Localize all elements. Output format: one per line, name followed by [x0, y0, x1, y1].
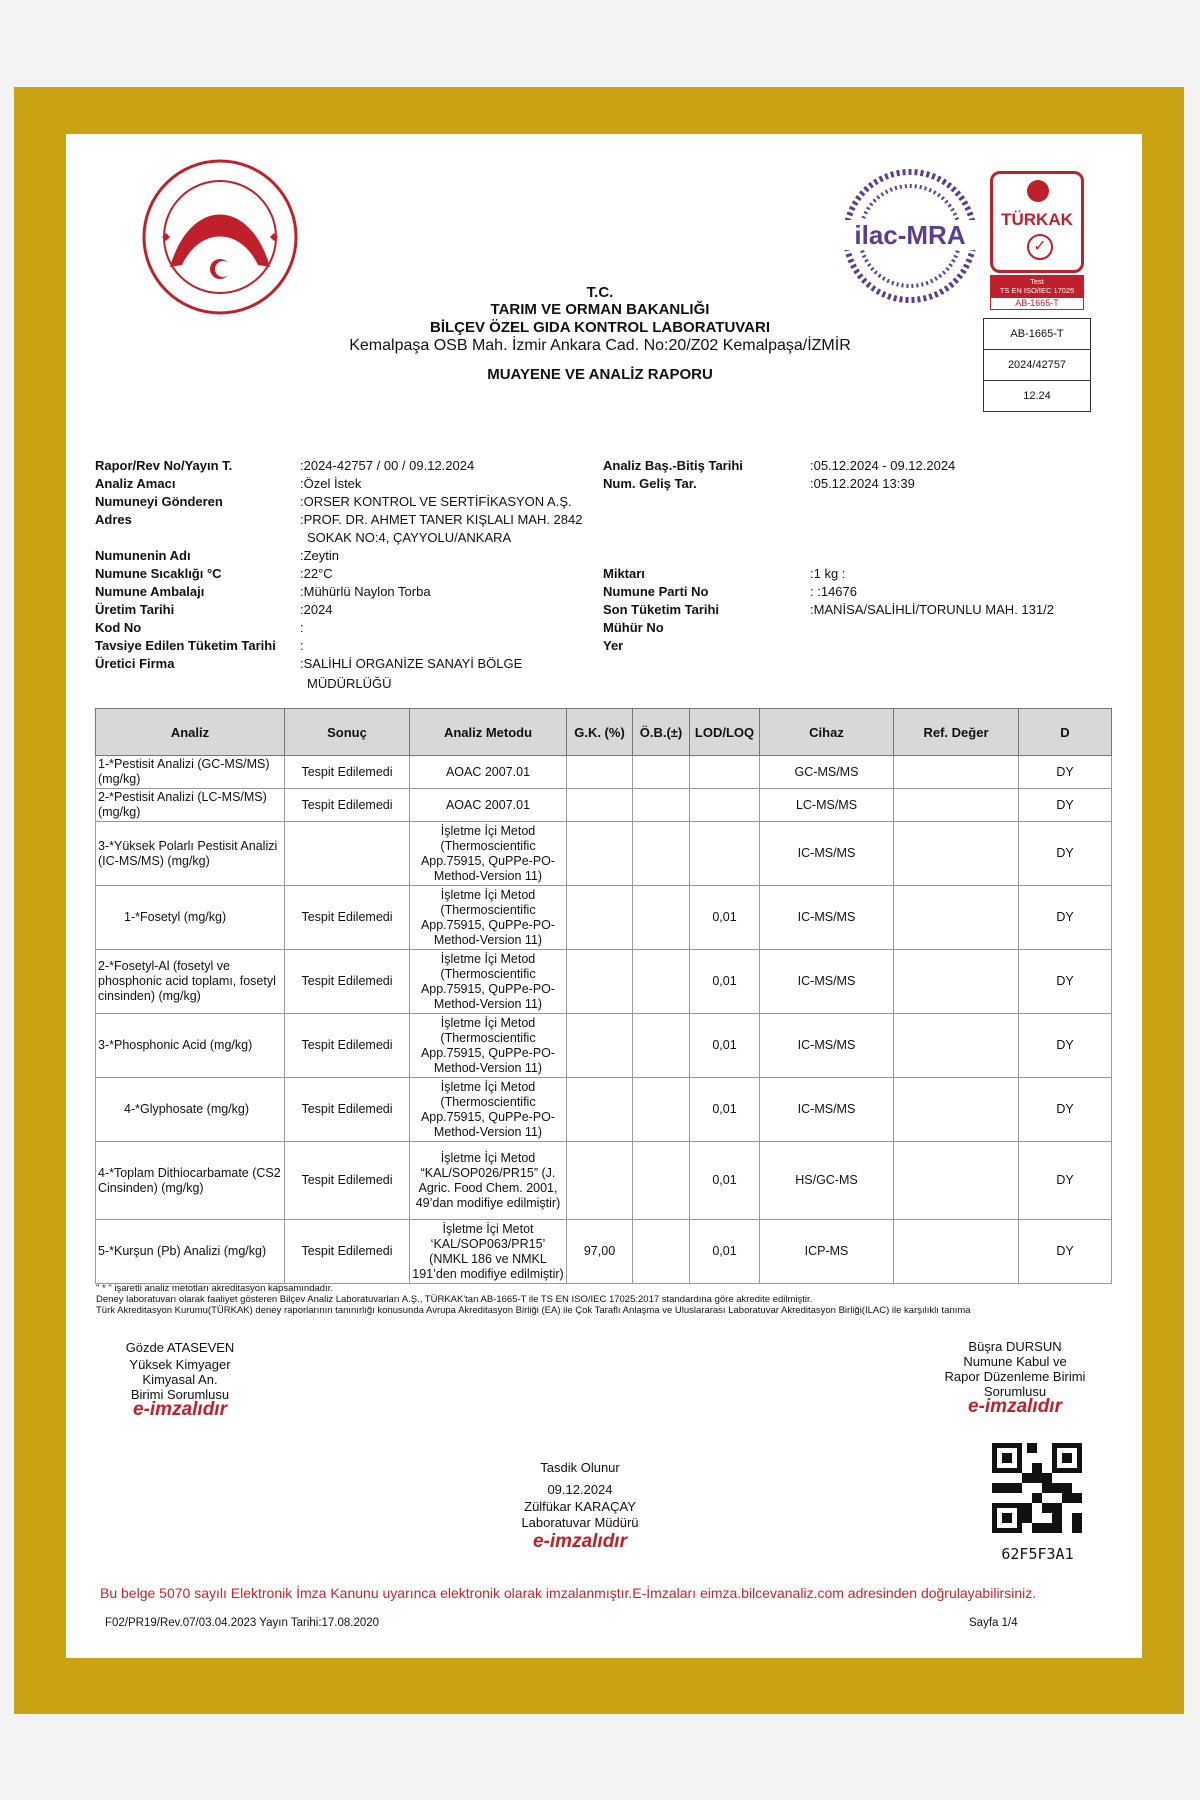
- turkak-logo: [990, 171, 1084, 309]
- cell-ob: [633, 822, 690, 886]
- cell-sonuc: Tespit Edilemedi: [285, 756, 410, 789]
- cell-metod: AOAC 2007.01: [410, 756, 567, 789]
- cell-lod: [690, 822, 760, 886]
- signer-name: Büşra DURSUN: [968, 1339, 1062, 1354]
- info-label: Tavsiye Edilen Tüketim Tarihi: [95, 638, 276, 653]
- cell-ob: [633, 950, 690, 1014]
- cell-ref: [894, 756, 1019, 789]
- report-title: MUAYENE VE ANALİZ RAPORU: [487, 366, 713, 383]
- signer-title: Numune Kabul ve: [963, 1354, 1067, 1369]
- cell-metod: İşletme İçi Metod (Thermoscientific App.75915, QuPPe-PO-Method-Version 11): [410, 1014, 567, 1078]
- cell-sonuc: Tespit Edilemedi: [285, 789, 410, 822]
- cell-gk: [567, 822, 633, 886]
- info-value: :Özel İstek: [300, 476, 362, 491]
- column-header: Analiz Metodu: [410, 709, 567, 756]
- cell-gk: 97,00: [567, 1220, 633, 1284]
- cell-gk: [567, 886, 633, 950]
- info-label: Üretim Tarihi: [95, 602, 175, 617]
- info-value: :PROF. DR. AHMET TANER KIŞLALI MAH. 2842: [300, 512, 583, 527]
- header-ministry: TARIM VE ORMAN BAKANLIĞI: [490, 301, 710, 318]
- table-row: [96, 1014, 1112, 1078]
- approval-date: 09.12.2024: [547, 1482, 613, 1497]
- signer-title: Birimi Sorumlusu: [130, 1387, 230, 1402]
- cell-lod: 0,01: [690, 1220, 760, 1284]
- turkak-label: TÜRKAK: [1001, 210, 1073, 229]
- cell-cihaz: GC-MS/MS: [760, 756, 894, 789]
- cell-ob: [633, 1142, 690, 1220]
- cell-metod: AOAC 2007.01: [410, 789, 567, 822]
- column-header: Ö.B.(±): [633, 709, 690, 756]
- cell-lod: 0,01: [690, 950, 760, 1014]
- info-value: :1 kg :: [810, 566, 846, 581]
- cell-metod: İşletme İçi Metod (Thermoscientific App.75915, QuPPe-PO-Method-Version 11): [410, 950, 567, 1014]
- info-value-cont: MÜDÜRLÜĞÜ: [307, 676, 392, 691]
- cell-d: DY: [1019, 1142, 1112, 1220]
- signer-title: Yüksek Kimyager: [129, 1357, 231, 1372]
- cell-cihaz: IC-MS/MS: [760, 886, 894, 950]
- info-label: Üretici Firma: [95, 656, 175, 671]
- info-label: Analiz Amacı: [95, 476, 176, 491]
- info-value: :MANİSA/SALİHLİ/TORUNLU MAH. 131/2: [810, 602, 1054, 617]
- cell-ob: [633, 1220, 690, 1284]
- cell-analiz: 1-*Fosetyl (mg/kg): [96, 886, 285, 950]
- id-accreditation: AB-1665-T: [984, 319, 1090, 350]
- table-row: [96, 950, 1112, 1014]
- info-label: Miktarı: [603, 566, 645, 581]
- info-label: Numune Ambalajı: [95, 584, 205, 599]
- cell-metod: İşletme İçi Metot ‘KAL/SOP063/PR15’ (NMKL 186 ve NMKL 191’den modifiye edilmiştir): [410, 1220, 567, 1284]
- cell-cihaz: IC-MS/MS: [760, 950, 894, 1014]
- info-value: :05.12.2024 - 09.12.2024: [810, 458, 956, 473]
- table-row: [96, 1078, 1112, 1142]
- cell-lod: 0,01: [690, 1014, 760, 1078]
- cell-metod: İşletme İçi Metod (Thermoscientific App.75915, QuPPe-PO-Method-Version 11): [410, 822, 567, 886]
- info-label: Mühür No: [603, 620, 664, 635]
- cell-ob: [633, 886, 690, 950]
- cell-d: DY: [1019, 886, 1112, 950]
- column-header: D: [1019, 709, 1112, 756]
- cell-ref: [894, 1142, 1019, 1220]
- info-label: Son Tüketim Tarihi: [603, 602, 720, 617]
- info-label: Numune Sıcaklığı °C: [95, 566, 222, 581]
- cell-sonuc: Tespit Edilemedi: [285, 1078, 410, 1142]
- cell-ob: [633, 1078, 690, 1142]
- info-value: : :14676: [810, 584, 857, 599]
- cell-d: DY: [1019, 950, 1112, 1014]
- cell-ob: [633, 756, 690, 789]
- e-signature-stamp: e-imzalıdır: [133, 1399, 227, 1420]
- cell-analiz: 4-*Toplam Dithiocarbamate (CS2 Cinsinden) (mg/kg): [96, 1142, 285, 1220]
- info-value: :Mühürlü Naylon Torba: [300, 584, 431, 599]
- cell-gk: [567, 950, 633, 1014]
- ministry-seal-logo: [140, 157, 300, 317]
- header-address: Kemalpaşa OSB Mah. İzmir Ankara Cad. No:20/Z02 Kemalpaşa/İZMİR: [349, 337, 851, 354]
- report-id-box: [983, 318, 1091, 412]
- column-header: Ref. Değer: [894, 709, 1019, 756]
- table-row: [96, 886, 1112, 950]
- note-line: Türk Akreditasyon Kurumu(TÜRKAK) deney raporlarının tanınırlığı konusunda Avrupa Akreditasyon Birliği (EA) ile Çok Taraflı Anlaşma ve Uluslararası Laboratuvar Akreditasyon Birliği(ILAC) ile karşılıklı tanıma: [96, 1305, 971, 1316]
- cell-metod: İşletme İçi Metod (Thermoscientific App.75915, QuPPe-PO-Method-Version 11): [410, 1078, 567, 1142]
- form-code: F02/PR19/Rev.07/03.04.2023 Yayın Tarihi:17.08.2020: [105, 1617, 380, 1629]
- info-value: :22°C: [300, 566, 333, 581]
- table-row: [96, 789, 1112, 822]
- cell-d: DY: [1019, 756, 1112, 789]
- id-month: 12.24: [1023, 390, 1051, 402]
- cell-d: DY: [1019, 1078, 1112, 1142]
- cell-ref: [894, 1078, 1019, 1142]
- cell-ref: [894, 1014, 1019, 1078]
- cell-lod: [690, 756, 760, 789]
- info-value: :: [300, 620, 304, 635]
- cell-sonuc: Tespit Edilemedi: [285, 1014, 410, 1078]
- cell-sonuc: Tespit Edilemedi: [285, 1220, 410, 1284]
- ilac-label: ilac-MRA: [854, 220, 966, 250]
- cell-analiz: 4-*Glyphosate (mg/kg): [96, 1078, 285, 1142]
- info-label: Yer: [603, 638, 624, 653]
- table-header-row: [96, 709, 1112, 756]
- cell-d: DY: [1019, 822, 1112, 886]
- signer-title: Sorumlusu: [983, 1384, 1047, 1399]
- cell-sonuc: Tespit Edilemedi: [285, 886, 410, 950]
- cell-cihaz: ICP-MS: [760, 1220, 894, 1284]
- info-value: :ORSER KONTROL VE SERTİFİKASYON A.Ş.: [300, 494, 572, 509]
- info-label: Numune Parti No: [603, 584, 709, 599]
- table-row: [96, 1220, 1112, 1284]
- cell-ref: [894, 1220, 1019, 1284]
- cell-lod: 0,01: [690, 1142, 760, 1220]
- cell-ob: [633, 1014, 690, 1078]
- cell-analiz: 2-*Pestisit Analizi (LC-MS/MS) (mg/kg): [96, 789, 285, 822]
- column-header: Analiz: [96, 709, 285, 756]
- table-row: [96, 756, 1112, 789]
- cell-sonuc: Tespit Edilemedi: [285, 950, 410, 1014]
- cell-ref: [894, 886, 1019, 950]
- page-number: Sayfa 1/4: [969, 1617, 1018, 1629]
- info-value: :Zeytin: [300, 548, 340, 563]
- note-line: " * " işaretli analiz metotları akreditasyon kapsamındadır.: [96, 1283, 333, 1294]
- header-lab-name: BİLÇEV ÖZEL GIDA KONTROL LABORATUVARI: [430, 319, 770, 336]
- results-table: [95, 708, 1112, 1284]
- cell-gk: [567, 756, 633, 789]
- table-row: [96, 1142, 1112, 1220]
- header-tc: T.C.: [586, 284, 614, 301]
- info-label: Kod No: [95, 620, 142, 635]
- signer-name: Zülfükar KARAÇAY: [524, 1499, 636, 1514]
- info-value: :05.12.2024 13:39: [810, 476, 915, 491]
- signer-name: Gözde ATASEVEN: [125, 1340, 235, 1355]
- cell-ref: [894, 822, 1019, 886]
- accreditation-notes: [96, 1283, 1116, 1316]
- info-value: :2024: [300, 602, 333, 617]
- e-signature-stamp: e-imzalıdır: [533, 1531, 627, 1552]
- cell-lod: 0,01: [690, 886, 760, 950]
- qr-code-label: 62F5F3A1: [1001, 1545, 1074, 1563]
- cell-lod: [690, 789, 760, 822]
- signer-title: Kimyasal An.: [142, 1372, 218, 1387]
- cell-sonuc: Tespit Edilemedi: [285, 1142, 410, 1220]
- cell-sonuc: [285, 822, 410, 886]
- info-label: Adres: [95, 512, 132, 527]
- info-label: Analiz Baş.-Bitiş Tarihi: [603, 458, 743, 473]
- cell-gk: [567, 1014, 633, 1078]
- signature-center: [480, 1458, 680, 1554]
- cell-ob: [633, 789, 690, 822]
- turkak-test: Test: [1030, 277, 1044, 286]
- check-icon: ✓: [1027, 234, 1053, 260]
- cell-gk: [567, 1078, 633, 1142]
- turkak-standard: TS EN ISO/IEC 17025: [999, 286, 1075, 295]
- cell-analiz: 3-*Yüksek Polarlı Pestisit Analizi (IC-MS/MS) (mg/kg): [96, 822, 285, 886]
- info-value-cont: SOKAK NO:4, ÇAYYOLU/ANKARA: [307, 530, 512, 545]
- cell-d: DY: [1019, 789, 1112, 822]
- signature-right: [930, 1339, 1100, 1417]
- cell-metod: İşletme İçi Metod (Thermoscientific App.75915, QuPPe-PO-Method-Version 11): [410, 886, 567, 950]
- cell-cihaz: IC-MS/MS: [760, 1078, 894, 1142]
- column-header: Cihaz: [760, 709, 894, 756]
- signer-title: Rapor Düzenleme Birimi: [944, 1369, 1086, 1384]
- info-label: Numuneyi Gönderen: [95, 494, 223, 509]
- info-value: :SALİHLİ ORGANİZE SANAYİ BÖLGE: [300, 656, 523, 671]
- cell-analiz: 3-*Phosphonic Acid (mg/kg): [96, 1014, 285, 1078]
- note-line: Deney laboratuvarı olarak faaliyet gösteren Bilçev Analiz Laboratuvarları A.Ş., TÜRKAK'tan AB-1665-T ile TS EN ISO/IEC 17025:2017 standardına göre akredite edilmiştir.: [96, 1294, 813, 1305]
- approval-text: Tasdik Olunur: [540, 1460, 620, 1475]
- qr-code[interactable]: [992, 1443, 1082, 1533]
- cell-ref: [894, 950, 1019, 1014]
- info-label: Num. Geliş Tar.: [603, 476, 697, 491]
- cell-gk: [567, 789, 633, 822]
- cell-cihaz: IC-MS/MS: [760, 822, 894, 886]
- column-header: G.K. (%): [567, 709, 633, 756]
- column-header: Sonuç: [285, 709, 410, 756]
- cell-ref: [894, 789, 1019, 822]
- cell-cihaz: IC-MS/MS: [760, 1014, 894, 1078]
- turkak-code: AB-1665-T: [990, 297, 1084, 310]
- cell-cihaz: HS/GC-MS: [760, 1142, 894, 1220]
- cell-d: DY: [1019, 1014, 1112, 1078]
- signer-title: Laboratuvar Müdürü: [521, 1515, 639, 1530]
- cell-cihaz: LC-MS/MS: [760, 789, 894, 822]
- e-signature-stamp: e-imzalıdır: [968, 1396, 1062, 1417]
- e-signature-legal-notice: Bu belge 5070 sayılı Elektronik İmza Kanunu uyarınca elektronik olarak imzalanmıştır.E-İmzaları eimza.bilcevanaliz.com adresinden doğrulayabilirsiniz.: [100, 1585, 1037, 1601]
- cell-gk: [567, 1142, 633, 1220]
- signature-left: [100, 1340, 260, 1420]
- cell-analiz: 2-*Fosetyl-Al (fosetyl ve phosphonic acid toplamı, fosetyl cinsinden) (mg/kg): [96, 950, 285, 1014]
- cell-lod: 0,01: [690, 1078, 760, 1142]
- table-row: [96, 822, 1112, 886]
- cell-d: DY: [1019, 1220, 1112, 1284]
- cell-analiz: 5-*Kurşun (Pb) Analizi (mg/kg): [96, 1220, 285, 1284]
- id-report-number: 2024/42757: [984, 350, 1090, 381]
- info-value: :2024-42757 / 00 / 09.12.2024: [300, 458, 475, 473]
- cell-analiz: 1-*Pestisit Analizi (GC-MS/MS) (mg/kg): [96, 756, 285, 789]
- info-label: Numunenin Adı: [95, 548, 191, 563]
- info-label: Rapor/Rev No/Yayın T.: [95, 458, 233, 473]
- column-header: LOD/LOQ: [690, 709, 760, 756]
- cell-metod: İşletme İçi Metod “KAL/SOP026/PR15” (J. Agric. Food Chem. 2001, 49’dan modifiye edilmiştir): [410, 1142, 567, 1220]
- info-value: :: [300, 638, 304, 653]
- turkak-flag-icon: [1027, 180, 1049, 202]
